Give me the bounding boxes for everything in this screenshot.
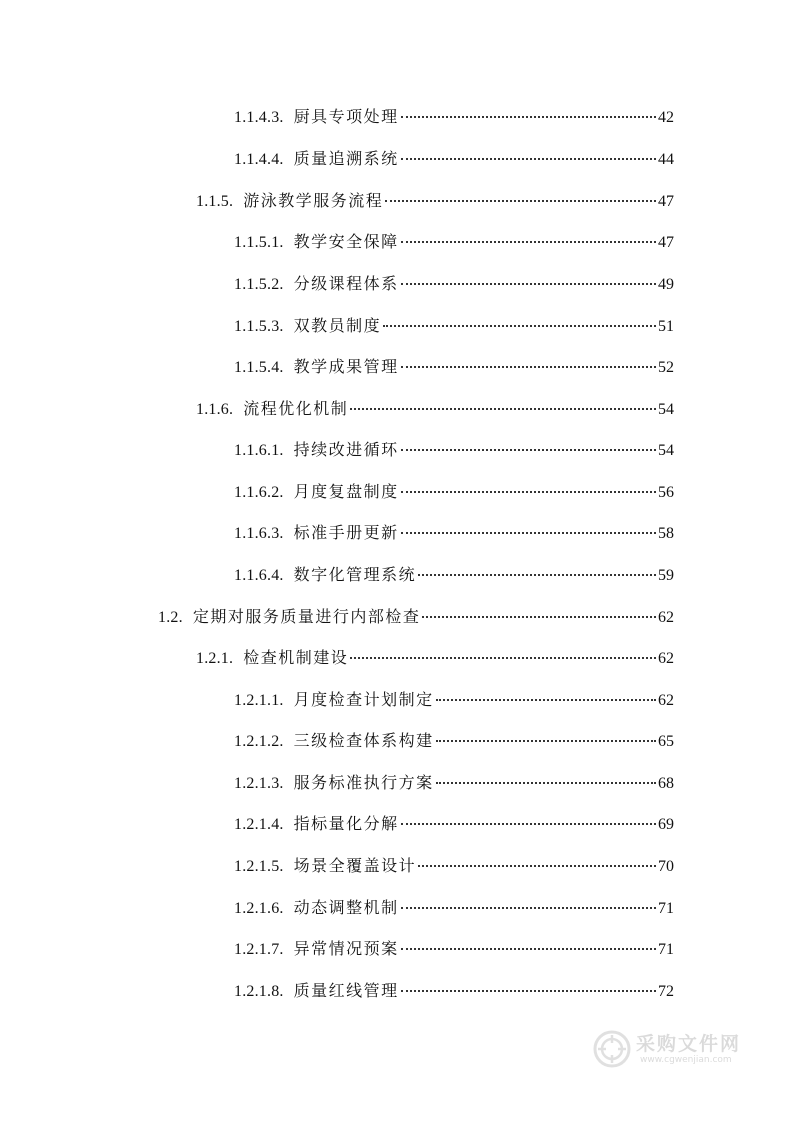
toc-entry-title: 质量红线管理 [293,981,399,1000]
toc-entry-number: 1.1.4.3. [234,109,284,126]
dot-leader [401,532,656,534]
toc-entry-title: 服务标准执行方案 [293,773,434,792]
toc-entry-title: 教学成果管理 [293,357,399,376]
toc-entry-title: 流程优化机制 [243,399,349,418]
toc-entry-number: 1.1.4.4. [234,151,284,168]
toc-entry[interactable] [234,937,674,961]
toc-entry[interactable] [196,189,674,213]
toc-entry-page: 70 [658,858,674,875]
toc-entry[interactable] [196,397,674,421]
toc-entry-title: 持续改进循环 [293,440,399,459]
toc-entry[interactable] [234,854,674,878]
dot-leader [385,200,656,202]
toc-entry-title: 月度复盘制度 [293,482,399,501]
toc-entry-title: 教学安全保障 [293,232,399,251]
toc-entry-title: 异常情况预案 [293,939,399,958]
toc-entry[interactable] [234,438,674,462]
toc-entry[interactable] [234,272,674,296]
toc-entry[interactable] [234,521,674,545]
toc-entry-title: 检查机制建设 [243,648,349,667]
dot-leader [401,907,656,909]
toc-entry-title: 标准手册更新 [293,523,399,542]
toc-entry[interactable] [234,147,674,171]
watermark-url: www.cgwenjian.com [640,1055,732,1065]
toc-entry[interactable] [234,688,674,712]
toc-entry-title: 三级检查体系构建 [293,731,434,750]
toc-entry-page: 71 [658,900,674,917]
toc-entry-page: 68 [658,775,674,792]
toc-entry-number: 1.1.5. [196,193,234,210]
toc-entry-number: 1.2.1.3. [234,775,284,792]
toc-entry-page: 54 [658,442,674,459]
toc-entry-title: 定期对服务质量进行内部检查 [192,607,421,626]
toc-entry-page: 52 [658,359,674,376]
toc-entry-number: 1.1.6.4. [234,567,284,584]
toc-entry-page: 54 [658,401,674,418]
toc-entry-title: 月度检查计划制定 [293,690,434,709]
toc-entry-number: 1.1.5.3. [234,318,284,335]
toc-entry-page: 56 [658,484,674,501]
toc-entry-number: 1.1.6.2. [234,484,284,501]
toc-entry-page: 62 [658,692,674,709]
toc-entry-page: 42 [658,109,674,126]
toc-entry-number: 1.1.6.1. [234,442,284,459]
dot-leader [401,158,656,160]
toc-entry-number: 1.2.1.4. [234,816,284,833]
toc-entry-number: 1.2.1.7. [234,941,284,958]
toc-entry[interactable] [158,605,674,629]
dot-leader [401,116,656,118]
toc-entry[interactable] [234,314,674,338]
toc-entry-number: 1.2.1.8. [234,983,284,1000]
toc-entry[interactable] [234,729,674,753]
toc-entry-title: 游泳教学服务流程 [243,191,384,210]
toc-entry[interactable] [234,230,674,254]
dot-leader [436,740,656,742]
toc-entry-number: 1.1.5.2. [234,276,284,293]
toc-entry[interactable] [234,812,674,836]
toc-entry-number: 1.1.6. [196,401,234,418]
toc-entry-number: 1.2.1. [196,650,234,667]
toc-entry-number: 1.2.1.2. [234,733,284,750]
dot-leader [436,782,656,784]
toc-entry-number: 1.2. [158,609,183,626]
dot-leader [350,657,656,659]
dot-leader [401,948,656,950]
toc-entry-number: 1.1.5.1. [234,234,284,251]
toc-entry-page: 71 [658,941,674,958]
toc-entry-number: 1.2.1.5. [234,858,284,875]
toc-entry-title: 分级课程体系 [293,274,399,293]
toc-entry[interactable] [234,771,674,795]
toc-entry-title: 指标量化分解 [293,814,399,833]
dot-leader [401,449,656,451]
dot-leader [383,325,656,327]
toc-entry-page: 72 [658,983,674,1000]
dot-leader [422,616,656,618]
watermark-name: 采购文件网 [636,1033,742,1055]
dot-leader [436,699,656,701]
dot-leader [418,865,656,867]
toc-entry[interactable] [234,896,674,920]
toc-entry-page: 62 [658,609,674,626]
dot-leader [401,491,656,493]
toc-entry-page: 47 [658,193,674,210]
toc-entry[interactable] [234,355,674,379]
dot-leader [418,574,656,576]
watermark [592,1027,772,1075]
toc-entry-number: 1.2.1.6. [234,900,284,917]
toc-entry-page: 58 [658,525,674,542]
toc-entry-title: 质量追溯系统 [293,149,399,168]
toc-entry-title: 场景全覆盖设计 [293,856,417,875]
dot-leader [401,823,656,825]
toc-entry-page: 69 [658,816,674,833]
toc-entry-page: 44 [658,151,674,168]
toc-entry[interactable] [234,480,674,504]
dot-leader [401,990,656,992]
toc-entry-page: 62 [658,650,674,667]
toc-entry-page: 59 [658,567,674,584]
dot-leader [350,408,656,410]
toc-entry-title: 厨具专项处理 [293,107,399,126]
toc-entry-page: 49 [658,276,674,293]
watermark-seal-icon [592,1029,632,1069]
dot-leader [401,241,656,243]
toc-entry-title: 双教员制度 [293,316,382,335]
toc-entry-title: 数字化管理系统 [293,565,417,584]
toc-entry-page: 47 [658,234,674,251]
dot-leader [401,366,656,368]
toc-entry[interactable] [234,105,674,129]
toc-entry-title: 动态调整机制 [293,898,399,917]
toc-entry[interactable] [234,979,674,1003]
toc-entry-number: 1.1.6.3. [234,525,284,542]
dot-leader [401,283,656,285]
toc-entry-page: 65 [658,733,674,750]
toc-entry[interactable] [234,563,674,587]
toc-entry[interactable] [196,646,674,670]
toc-entry-page: 51 [658,318,674,335]
toc-entry-number: 1.2.1.1. [234,692,284,709]
toc-entry-number: 1.1.5.4. [234,359,284,376]
